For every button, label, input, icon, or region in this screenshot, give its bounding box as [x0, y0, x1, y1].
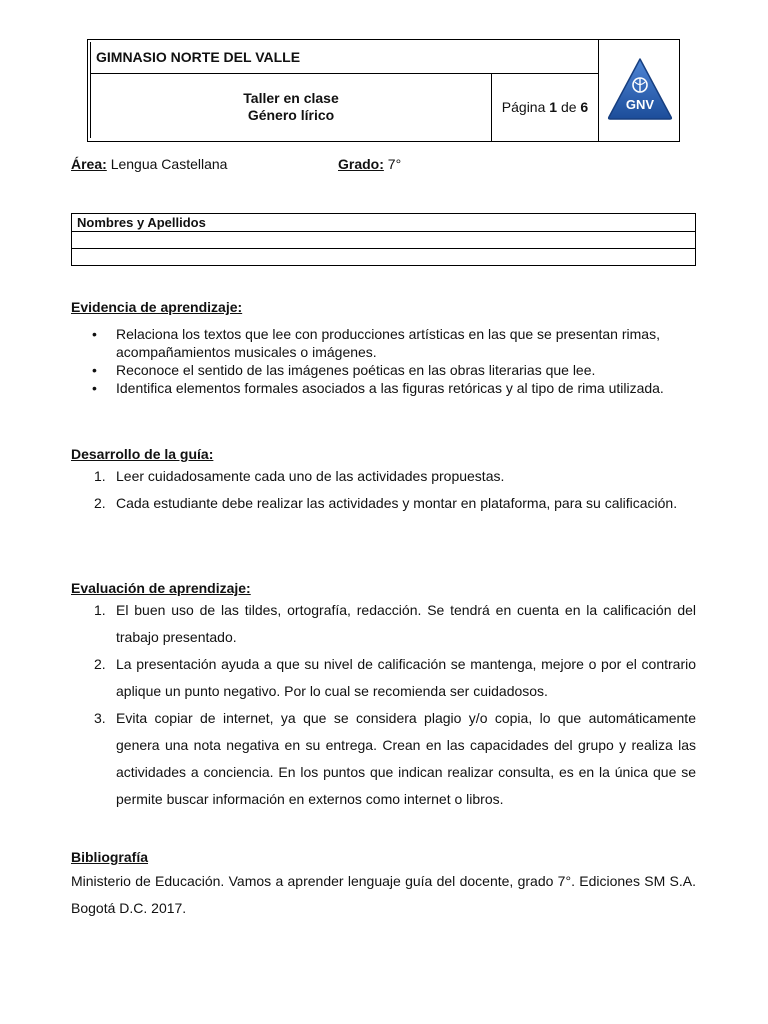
grado-value: 7° — [387, 156, 402, 172]
names-table — [71, 213, 696, 266]
bibliografia-heading: Bibliografía — [71, 849, 149, 865]
list-item: 2. La presentación ayuda a que su nivel de calificación se mantenga, mejore o por el contrario aplique un punto negativo. Por lo cual se recomienda ser cuidadosos. — [94, 656, 696, 699]
list-item-text: Leer cuidadosamente cada uno de las actividades propuestas. — [116, 468, 505, 484]
list-item-text: La presentación ayuda a que su nivel de calificación se mantenga, mejore o por el contrario aplique un punto negativo. Por lo cual se recomienda ser cuidadosos. — [116, 656, 696, 699]
area-value: Lengua Castellana — [110, 156, 228, 172]
evaluacion-section — [71, 580, 696, 813]
list-item: • Reconoce el sentido de las imágenes poéticas en las obras literarias que lee. — [71, 361, 696, 379]
list-item: 3. Evita copiar de internet, ya que se considera plagio y/o copia, lo que automáticamente genera una nota negativa en su entrega. Crean en las capacidades del grupo y realiza las actividades a conciencia. En los puntos que indican realizar consulta, es en la única que se permite buscar información en externos como internet o libros. — [94, 710, 696, 807]
list-item: • Identifica elementos formales asociados a las figuras retóricas y al tipo de rima utilizada. — [71, 379, 696, 397]
grado-label: Grado: — [338, 156, 384, 172]
document-header — [87, 39, 680, 142]
list-item-text: Evita copiar de internet, ya que se considera plagio y/o copia, lo que automáticamente genera una nota negativa en su entrega. Crean en las capacidades del grupo y realiza las actividades a conciencia. En los puntos que indican realizar consulta, es en la única que se permite buscar información en externos como internet o libros. — [116, 710, 696, 807]
title-line-2: Género lírico — [247, 107, 335, 123]
page-total: 6 — [580, 99, 589, 115]
list-item: 2. Cada estudiante debe realizar las actividades y montar en plataforma, para su calificación. — [94, 495, 678, 511]
area-label: Área: — [71, 156, 107, 172]
page-prefix: Página — [501, 99, 550, 115]
name-entry-row[interactable] — [72, 232, 696, 249]
grado-field — [338, 156, 401, 172]
school-logo-icon — [605, 56, 675, 122]
evidencia-heading: Evidencia de aprendizaje: — [71, 299, 243, 315]
list-item: • Relaciona los textos que lee con producciones artísticas en las que se presentan rimas, acompañamientos musicales o imágenes. — [71, 325, 696, 361]
area-field — [71, 156, 227, 172]
evidencia-section — [71, 299, 696, 397]
name-entry-row[interactable] — [72, 249, 696, 266]
page-indicator — [492, 99, 598, 115]
logo-text: GNV — [625, 97, 655, 112]
list-item-text: El buen uso de las tildes, ortografía, redacción. Se tendrá en cuenta en la calificación del trabajo presentado. — [116, 602, 696, 645]
header-divider-vertical — [598, 39, 599, 142]
desarrollo-heading: Desarrollo de la guía: — [71, 446, 214, 462]
bibliografia-section — [71, 849, 696, 922]
bibliografia-text: Ministerio de Educación. Vamos a aprender lenguaje guía del docente, grado 7°. Ediciones SM S.A. Bogotá D.C. 2017. — [71, 873, 696, 916]
list-item: 1. El buen uso de las tildes, ortografía, redacción. Se tendrá en cuenta en la calificación del trabajo presentado. — [94, 602, 696, 645]
list-item-text: Cada estudiante debe realizar las actividades y montar en plataforma, para su calificación. — [116, 495, 678, 511]
school-name: GIMNASIO NORTE DEL VALLE — [96, 49, 301, 65]
evaluacion-heading: Evaluación de aprendizaje: — [71, 580, 251, 596]
evidencia-list — [71, 325, 696, 397]
page-current: 1 — [549, 99, 558, 115]
title-line-1: Taller en clase — [243, 90, 339, 106]
desarrollo-section — [71, 446, 696, 517]
list-item: 1. Leer cuidadosamente cada uno de las actividades propuestas. — [94, 468, 505, 484]
names-table-header: Nombres y Apellidos — [72, 214, 696, 232]
page-of: de — [557, 99, 581, 115]
evaluacion-list — [71, 597, 696, 813]
document-title — [91, 90, 491, 124]
header-divider-horizontal — [90, 73, 598, 74]
desarrollo-list — [71, 463, 696, 517]
